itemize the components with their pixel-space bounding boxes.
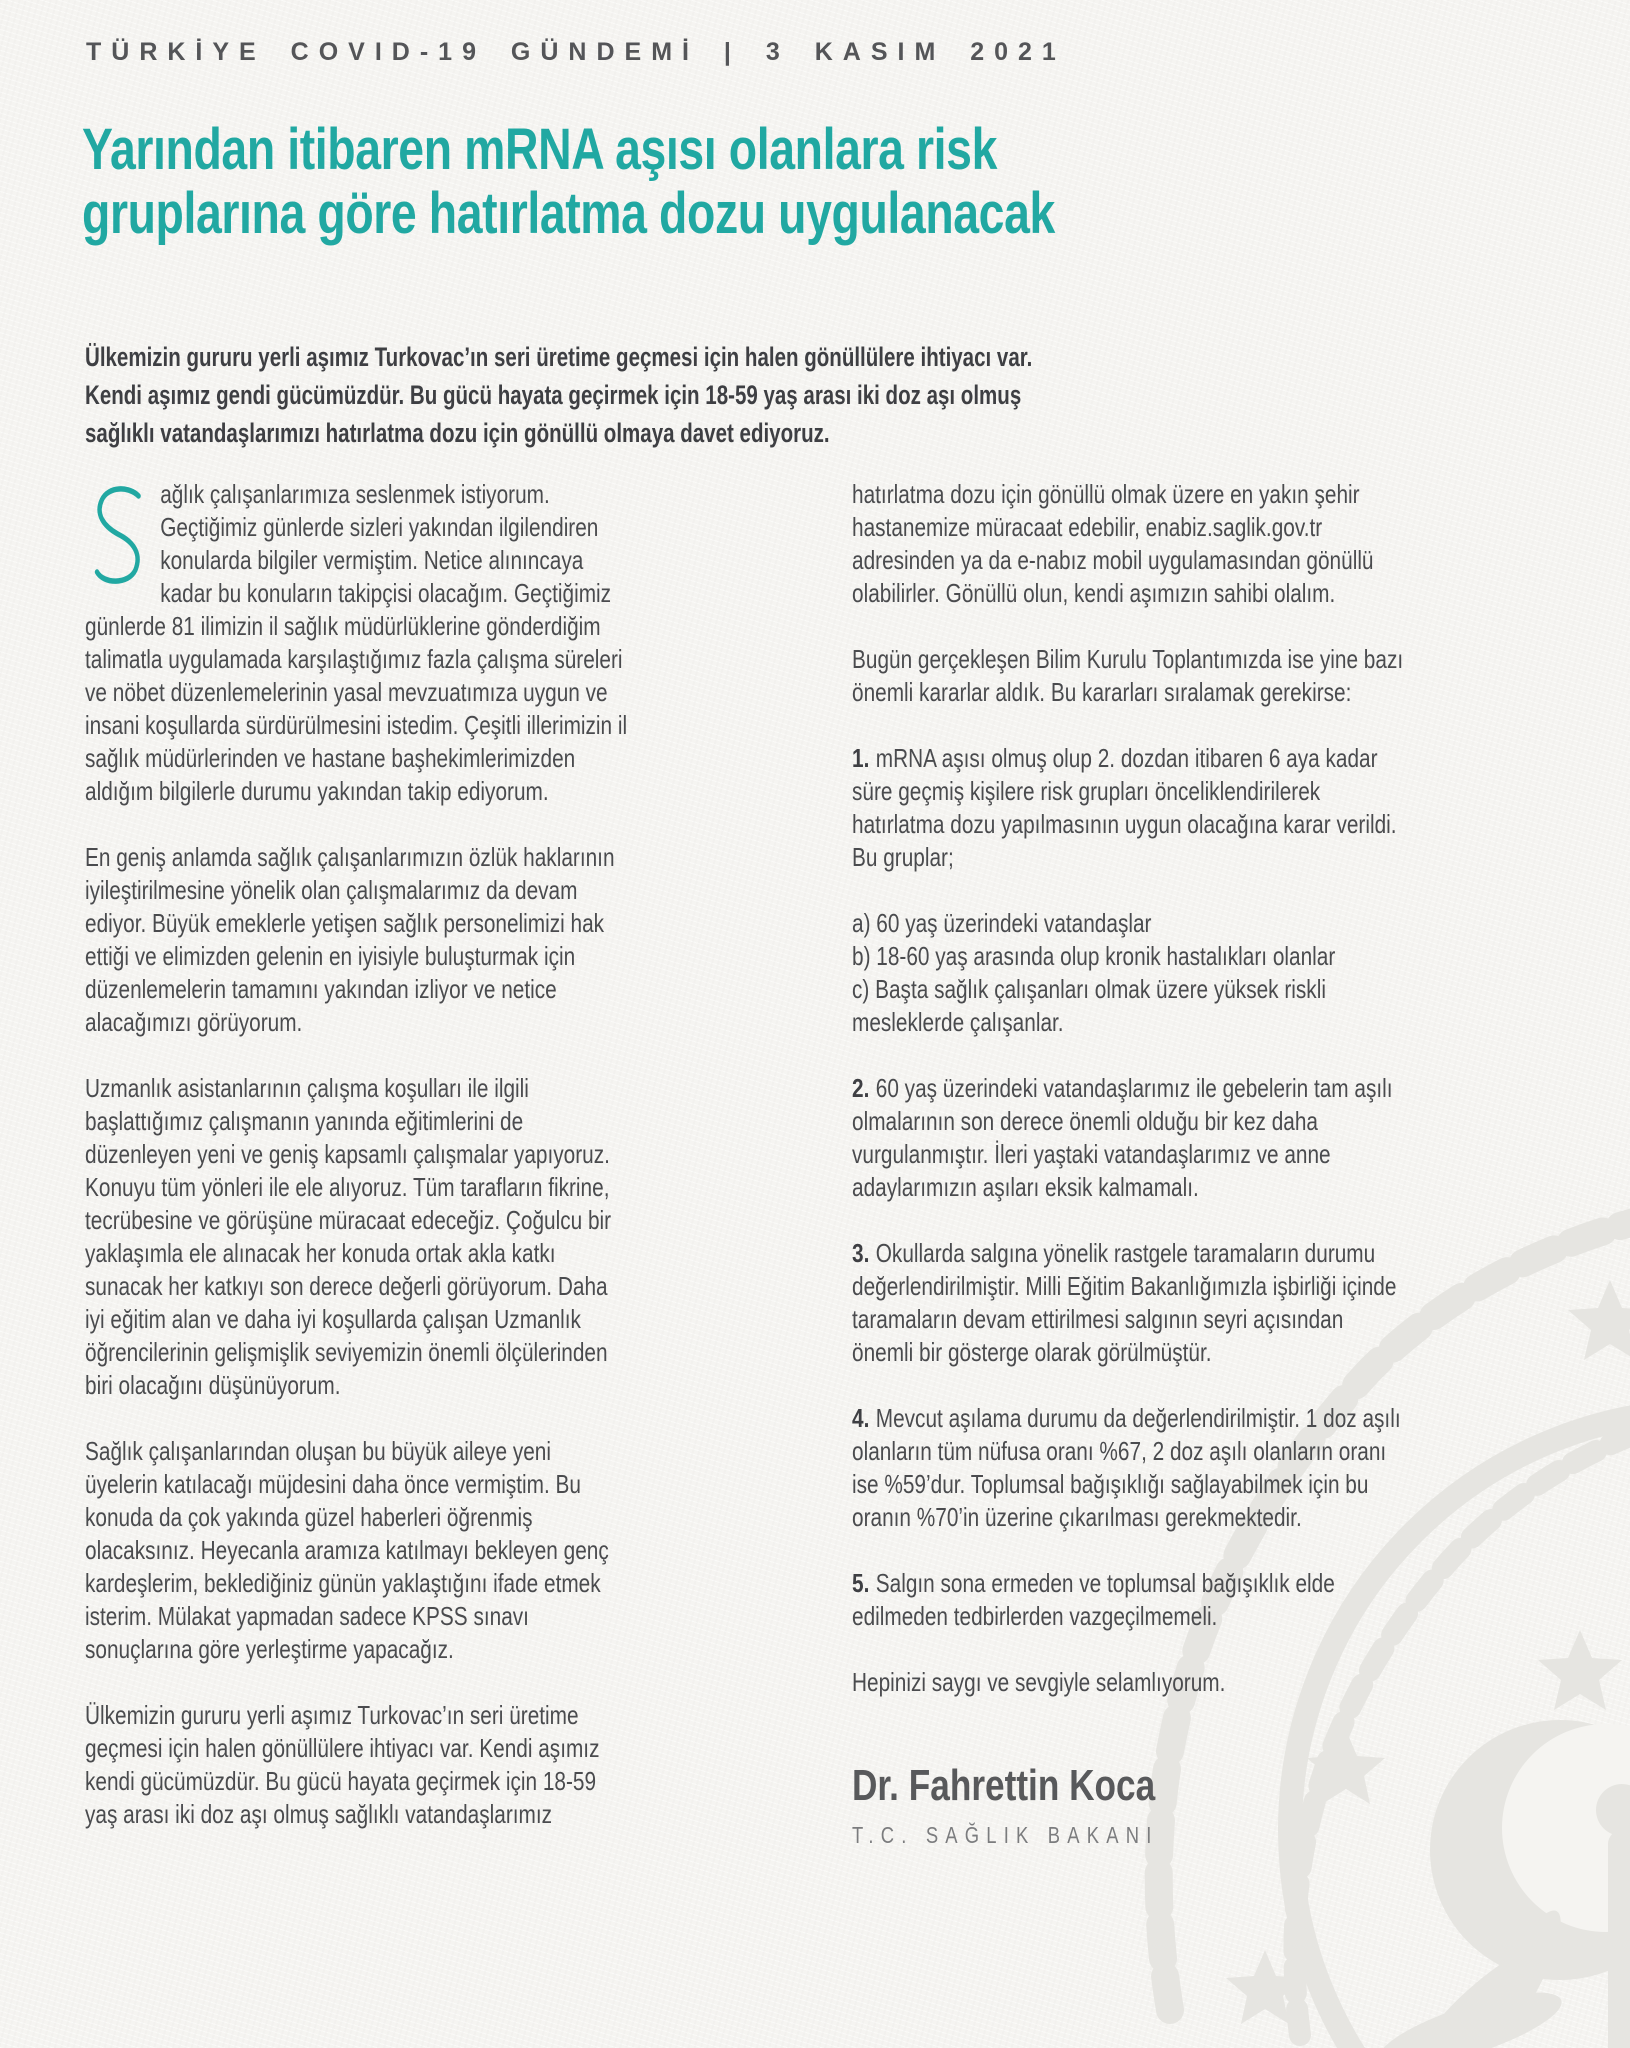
left-column bbox=[85, 478, 629, 1864]
paragraph: Uzmanlık asistanlarının çalışma koşulları ile ilgili başlattığımız çalışmanın yanında eğitimlerini de düzenleyen yeni ve geniş kapsamlı çalışmalar yapıyoruz. Konuyu tüm yönleri ile ele alıyoruz. Tüm tarafların fikrine, tecrübesine ve görüşüne müracaat edeceğiz. Çoğulcu bir yaklaşımla ele alınacak her konuda ortak akla katkı sunacak her katkıyı son derece değerli görüyorum. Daha iyi eğitim alan ve daha iyi koşullarda çalışan Uzmanlık öğrencilerinin gelişmişlik seviyemizin önemli ölçülerinden biri olacağını düşünüyorum. bbox=[85, 1073, 612, 1400]
signature-block bbox=[852, 1761, 1404, 1852]
risk-groups-list bbox=[852, 907, 1404, 1039]
signature-name: Dr. Fahrettin Koca bbox=[852, 1761, 1156, 1810]
item-text: Okullarda salgına yönelik rastgele taramaların durumu değerlendirilmiştir. Milli Eğitim Bakanlığımızla işbirliği içinde taramaların devam ettirilmesi salgının seyri açısından önemli bir gösterge olarak görülmüştür. bbox=[852, 1238, 1397, 1367]
numbered-item-2 bbox=[852, 1072, 1404, 1204]
item-number: 5. bbox=[852, 1568, 870, 1598]
risk-group-b: b) 18-60 yaş arasında olup kronik hastalıkları olanlar bbox=[852, 941, 1336, 971]
intro-line-1: Ülkemizin gururu yerli aşımız Turkovac’ın seri üretime geçmesi için halen gönüllülere ihtiyacı var. bbox=[85, 342, 1033, 372]
headline bbox=[82, 118, 1055, 246]
paragraph-text: ağlık çalışanlarımıza seslenmek istiyorum. Geçtiğimiz günlerde sizleri yakından ilgilendiren konularda bilgiler vermiştim. Netice alınıncaya kadar bu konuların takipçisi olacağım. Geçtiğimiz günlerde 81 ilimizin il sağlık müdürlüklerine gönderdiğim talimatla uygulamada karşılaştığımız fazla çalışma süreleri ve nöbet düzenlemelerinin yasal mevzuatımıza uygun ve insani koşullarda sürdürülmesini istedim. Çeşitli illerimizin il sağlık müdürlerinden ve hastane başhekimlerimizden aldığım bilgilerle durumu yakından takip ediyorum. bbox=[85, 479, 628, 806]
numbered-item-1 bbox=[852, 742, 1404, 874]
item-number: 3. bbox=[852, 1238, 870, 1268]
headline-line-2: gruplarına göre hatırlatma dozu uygulanacak bbox=[82, 181, 1055, 246]
item-text: mRNA aşısı olmuş olup 2. dozdan itibaren 6 aya kadar süre geçmiş kişilere risk grupları önceliklendirilerek hatırlatma dozu yapılmasının uygun olacağına karar verildi. Bu gruplar; bbox=[852, 743, 1397, 872]
numbered-item-4 bbox=[852, 1402, 1404, 1534]
item-text: Salgın sona ermeden ve toplumsal bağışıklık elde edilmeden tedbirlerden vazgeçilmemeli. bbox=[852, 1568, 1335, 1631]
paragraph-dropcap bbox=[85, 478, 629, 808]
item-number: 2. bbox=[852, 1073, 870, 1103]
intro-paragraph bbox=[85, 338, 1032, 452]
paragraph: Bugün gerçekleşen Bilim Kurulu Toplantımızda ise yine bazı önemli kararlar aldık. Bu kararları sıralamak gerekirse: bbox=[852, 644, 1404, 707]
paragraph: Ülkemizin gururu yerli aşımız Turkovac’ın seri üretime geçmesi için halen gönüllülere ihtiyacı var. Kendi aşımız kendi gücümüzdür. Bu gücü hayata geçirmek için 18-59 yaş arası iki doz aşı olmuş sağlıklı vatandaşlarımız bbox=[85, 1700, 600, 1829]
numbered-item-3 bbox=[852, 1237, 1404, 1369]
intro-line-2: Kendi aşımız gendi gücümüzdür. Bu gücü hayata geçirmek için 18-59 yaş arası iki doz aşı olmuş bbox=[85, 380, 1022, 410]
paragraph: hatırlatma dozu için gönüllü olmak üzere en yakın şehir hastanemize müracaat edebilir, enabiz.saglik.gov.tr adresinden ya da e-nabız mobil uygulamasından gönüllü olabilirler. Gönüllü olun, kendi aşımızın sahibi olalım. bbox=[852, 479, 1374, 608]
paragraph: Sağlık çalışanlarından oluşan bu büyük aileye yeni üyelerin katılacağı müjdesini daha önce vermiştim. Bu konuda da çok yakında güzel haberleri öğrenmiş olacaksınız. Heyecanla aramıza katılmayı bekleyen genç kardeşlerim, beklediğiniz günün yaklaştığını ifade etmek isterim. Mülakat yapmadan sadece KPSS sınavı sonuçlarına göre yerleştirme yapacağız. bbox=[85, 1436, 609, 1664]
paragraph: En geniş anlamda sağlık çalışanlarımızın özlük haklarının iyileştirilmesine yönelik olan çalışmalarımız da devam ediyor. Büyük emeklerle yetişen sağlık personelimizi hak ettiği ve elimizden gelenin en iyisiyle buluşturmak için düzenlemelerin tamamını yakından izliyor ve netice alacağımızı görüyorum. bbox=[85, 842, 615, 1037]
right-column bbox=[852, 478, 1404, 1852]
item-text: Mevcut aşılama durumu da değerlendirilmiştir. 1 doz aşılı olanların tüm nüfusa oranı %67, 2 doz aşılı olanların oranı ise %59’dur. Toplumsal bağışıklığı sağlayabilmek için bu oranın %70’in üzerine çıkarılması gerekmektedir. bbox=[852, 1403, 1401, 1532]
dropcap-s-icon bbox=[85, 484, 154, 584]
risk-group-a: a) 60 yaş üzerindeki vatandaşlar bbox=[852, 908, 1152, 938]
numbered-item-5 bbox=[852, 1567, 1404, 1633]
signature-title: T.C. SAĞLIK BAKANI bbox=[852, 1822, 1159, 1848]
item-number: 1. bbox=[852, 743, 870, 773]
closing-line: Hepinizi saygı ve sevgiyle selamlıyorum. bbox=[852, 1667, 1226, 1697]
headline-line-1: Yarından itibaren mRNA aşısı olanlara risk bbox=[82, 117, 997, 182]
item-text: 60 yaş üzerindeki vatandaşlarımız ile gebelerin tam aşılı olmalarının son derece önemli olduğu bir kez daha vurgulanmıştır. İleri yaştaki vatandaşlarımız ve anne adaylarımızın aşıları eksik kalmamalı. bbox=[852, 1073, 1393, 1202]
item-number: 4. bbox=[852, 1403, 870, 1433]
risk-group-c: c) Başta sağlık çalışanları olmak üzere yüksek riskli mesleklerde çalışanlar. bbox=[852, 974, 1326, 1037]
intro-line-3: sağlıklı vatandaşlarımızı hatırlatma dozu için gönüllü olmaya davet ediyoruz. bbox=[85, 418, 830, 448]
masthead: TÜRKİYE COVID-19 GÜNDEMİ | 3 KASIM 2021 bbox=[86, 38, 1066, 66]
